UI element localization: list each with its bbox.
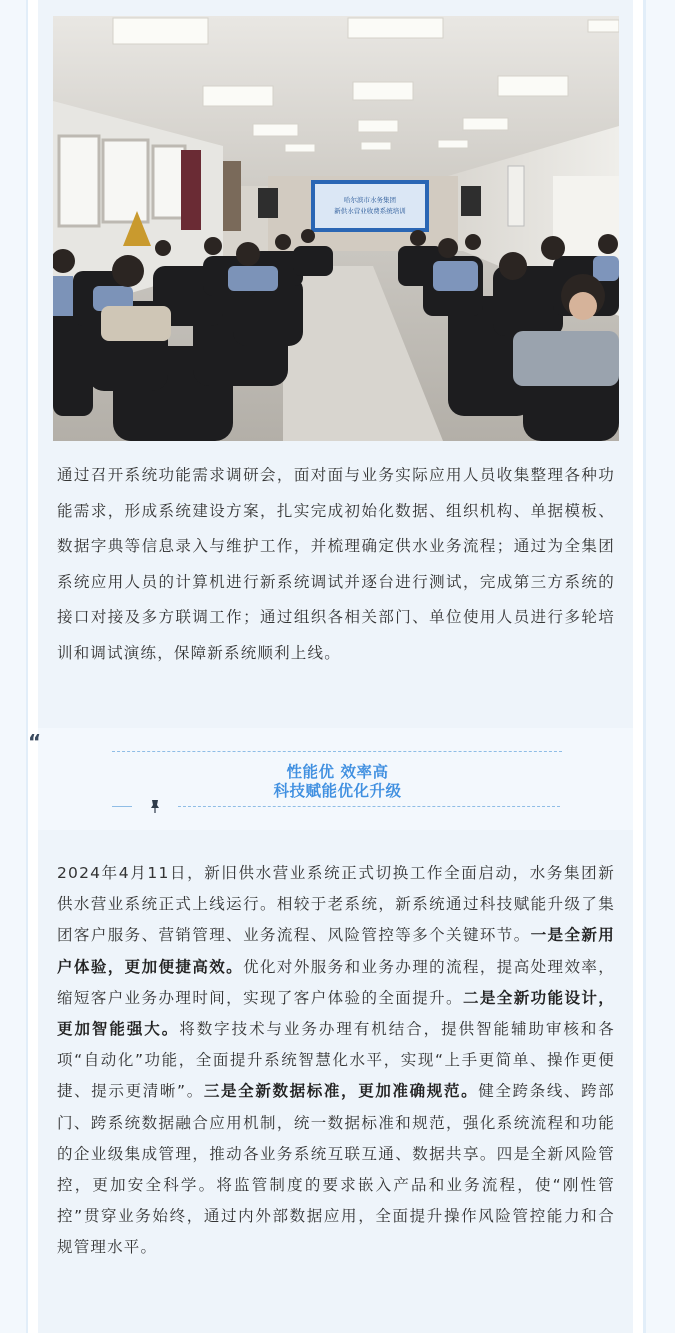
- pin-icon: [149, 799, 161, 813]
- p2-highlight-3: 三是全新数据标准，更加准确规范。: [203, 1082, 479, 1101]
- quote-icon: “: [28, 730, 42, 754]
- p2-highlight-2: 二是全新功能设计，更加智能强大。: [57, 988, 615, 1039]
- body-paragraph: [57, 858, 615, 1264]
- p2-part-c: 优化对外服务和业务办理的流程，提高处理效率，缩短客户业务办理时间，实现了客户体验的全面提升。: [57, 957, 616, 1007]
- meeting-photo: [53, 16, 619, 441]
- p2-part-g: 健全跨条线、跨部门、跨系统数据融合应用机制，统一数据标准和规范，强化系统流程和功能的企业级集成管理，推动各业务系统互联互通、数据共享。四是全新风险管控，更加安全科学。将监管制度的要求嵌入产品和业务流程，使“刚性管控”贯穿业务始终，通过内外部数据应用，全面提升操作风险管控能力和合规管理水平。: [57, 1082, 615, 1257]
- section-heading: [0, 763, 675, 801]
- intro-paragraph: 通过召开系统功能需求调研会，面对面与业务实际应用人员收集整理各种功能需求，形成系统建设方案，扎实完成初始化数据、组织机构、单据模板、数据字典等信息录入与维护工作，并梳理确定供水业务流程；通过为全集团系统应用人员的计算机进行新系统调试并逐台进行测试，完成第三方系统的接口对接及多方联调工作；通过组织各相关部门、单位使用人员进行多轮培训和调试演练，保障新系统顺利上线。: [57, 466, 615, 662]
- screen-text-2: 新供水营业收费系统培训: [334, 207, 406, 215]
- heading-top-divider: [112, 751, 562, 752]
- p2-part-a: 2024年4月11日，新旧供水营业系统正式切换工作全面启动，水务集团新供水营业系统正式上线运行。相较于老系统，新系统通过科技赋能升级了集团客户服务、营销管理、业务流程、风险管控等多个关键环节。: [57, 864, 615, 945]
- screen-text-1: 哈尔滨市水务集团: [344, 196, 396, 204]
- right-border: [643, 0, 646, 1333]
- right-frame: [633, 0, 643, 1333]
- p2-highlight-1: 一是全新用户体验，更加便捷高效。: [57, 926, 615, 976]
- p2-part-e: 将数字技术与业务办理有机结合，提供智能辅助审核和各项“自动化”功能，全面提升系统智慧化水平，实现“上手更简单、操作更便捷、提示更清晰”。: [57, 1020, 615, 1101]
- section-heading-line1: 性能优 效率高: [286, 763, 389, 781]
- left-frame: [28, 0, 38, 1333]
- heading-bottom-divider: [178, 806, 560, 807]
- heading-short-rule: [112, 806, 132, 807]
- section-heading-line2: 科技赋能优化升级: [273, 782, 402, 800]
